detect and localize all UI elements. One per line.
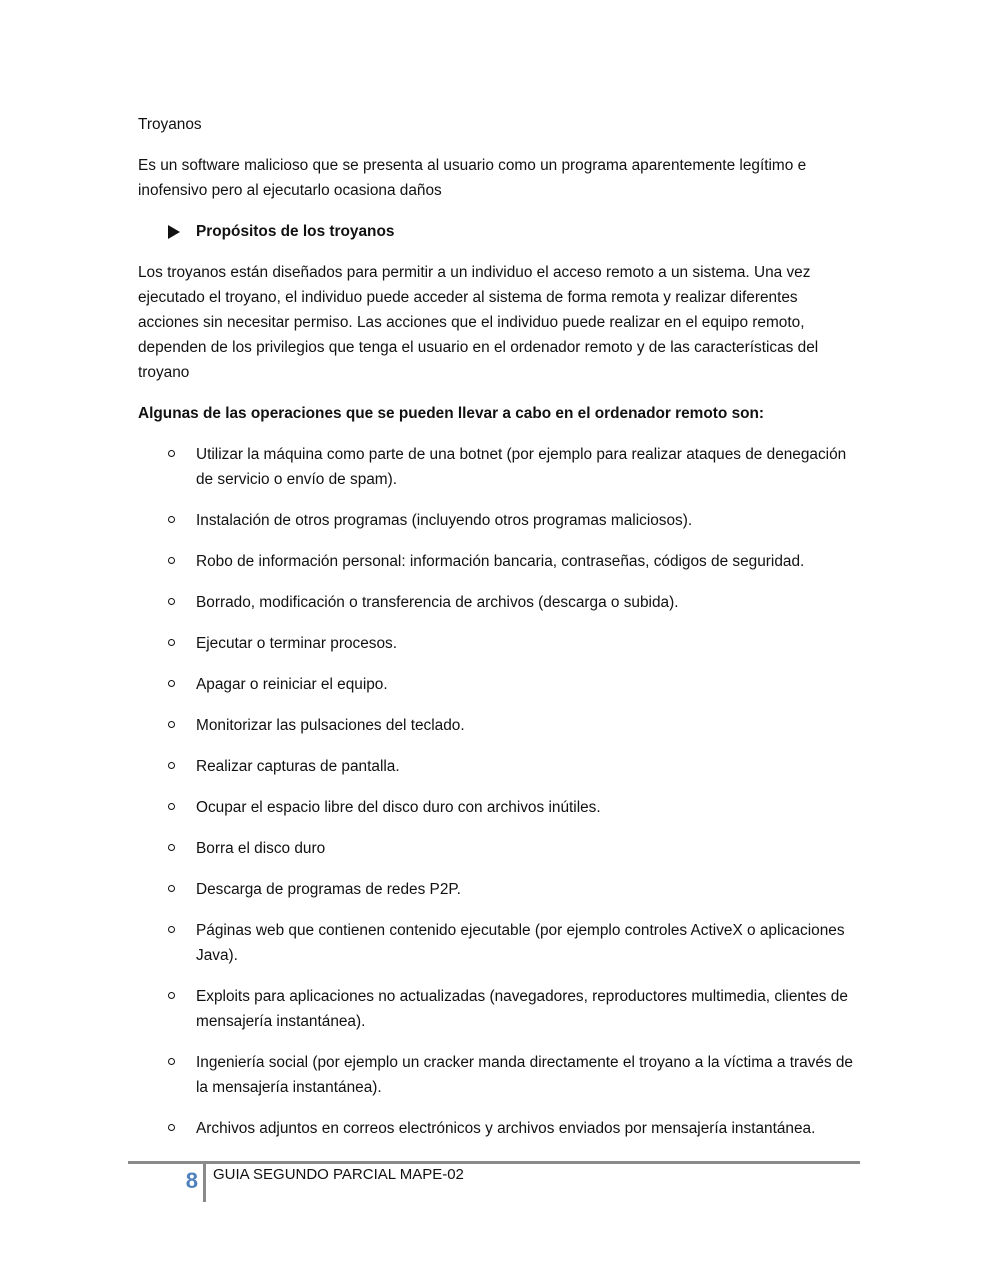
arrow-right-icon [168,225,180,239]
circle-bullet-icon [168,598,175,605]
list-item-text: Ejecutar o terminar procesos. [196,635,398,652]
circle-bullet-icon [168,762,175,769]
operations-list [138,442,858,1141]
circle-bullet-icon [168,992,175,999]
list-item-text: Apagar o reiniciar el equipo. [196,676,388,693]
list-item-text: Ingeniería social (por ejemplo un cracker manda directamente el troyano a la víctima a través de la mensajería instantánea). [196,1054,853,1096]
circle-bullet-icon [168,516,175,523]
circle-bullet-icon [168,926,175,933]
circle-bullet-icon [168,557,175,564]
list-item [138,836,858,861]
list-item [138,590,858,615]
list-item [138,1050,858,1100]
list-item [138,442,858,492]
list-item [138,1116,858,1141]
list-item-text: Exploits para aplicaciones no actualizadas (navegadores, reproductores multimedia, clientes de mensajería instantánea). [196,988,848,1030]
purposes-heading-text: Propósitos de los troyanos [196,223,395,240]
list-item [138,713,858,738]
circle-bullet-icon [168,680,175,687]
list-item [138,795,858,820]
circle-bullet-icon [168,885,175,892]
intro-paragraph: Es un software malicioso que se presenta al usuario como un programa aparentemente legítimo e inofensivo pero al ejecutarlo ocasiona daños [138,157,807,199]
section-title: Troyanos [138,116,202,133]
list-item [138,508,858,533]
purposes-heading [138,219,858,244]
circle-bullet-icon [168,844,175,851]
list-item-text: Robo de información personal: información bancaria, contraseñas, códigos de seguridad. [196,553,805,570]
list-item-text: Borra el disco duro [196,840,326,857]
list-item [138,631,858,656]
list-item-text: Borrado, modificación o transferencia de archivos (descarga o subida). [196,594,679,611]
footer-divider [203,1164,206,1202]
page-number: 8 [185,1168,198,1193]
list-item [138,918,858,968]
list-item [138,672,858,697]
list-item [138,984,858,1034]
purposes-paragraph: Los troyanos están diseñados para permitir a un individuo el acceso remoto a un sistema. Una vez ejecutado el troyano, el individuo puede acceder al sistema de forma remota y realizar diferentes acciones sin necesitar permiso. Las acciones que el individuo puede realizar en el equipo remoto, dependen de los privilegios que tenga el usuario en el ordenador remoto y de las características del troyano [138,264,819,381]
circle-bullet-icon [168,1058,175,1065]
list-item-text: Archivos adjuntos en correos electrónicos y archivos enviados por mensajería instantánea. [196,1120,816,1137]
list-item-text: Realizar capturas de pantalla. [196,758,400,775]
list-item-text: Instalación de otros programas (incluyendo otros programas maliciosos). [196,512,693,529]
page-content [138,112,858,1157]
list-item-text: Utilizar la máquina como parte de una botnet (por ejemplo para realizar ataques de denegación de servicio o envío de spam). [196,446,847,488]
circle-bullet-icon [168,450,175,457]
list-item-text: Ocupar el espacio libre del disco duro con archivos inútiles. [196,799,601,816]
list-item [138,549,858,574]
list-item-text: Monitorizar las pulsaciones del teclado. [196,717,465,734]
list-item-text: Páginas web que contienen contenido ejecutable (por ejemplo controles ActiveX o aplicaciones Java). [196,922,845,964]
circle-bullet-icon [168,639,175,646]
footer-rule [128,1161,860,1164]
list-item-text: Descarga de programas de redes P2P. [196,881,461,898]
list-item [138,754,858,779]
circle-bullet-icon [168,803,175,810]
circle-bullet-icon [168,1124,175,1131]
footer-title: GUIA SEGUNDO PARCIAL MAPE-02 [213,1166,464,1183]
operations-heading: Algunas de las operaciones que se pueden llevar a cabo en el ordenador remoto son: [138,405,765,422]
list-item [138,877,858,902]
circle-bullet-icon [168,721,175,728]
